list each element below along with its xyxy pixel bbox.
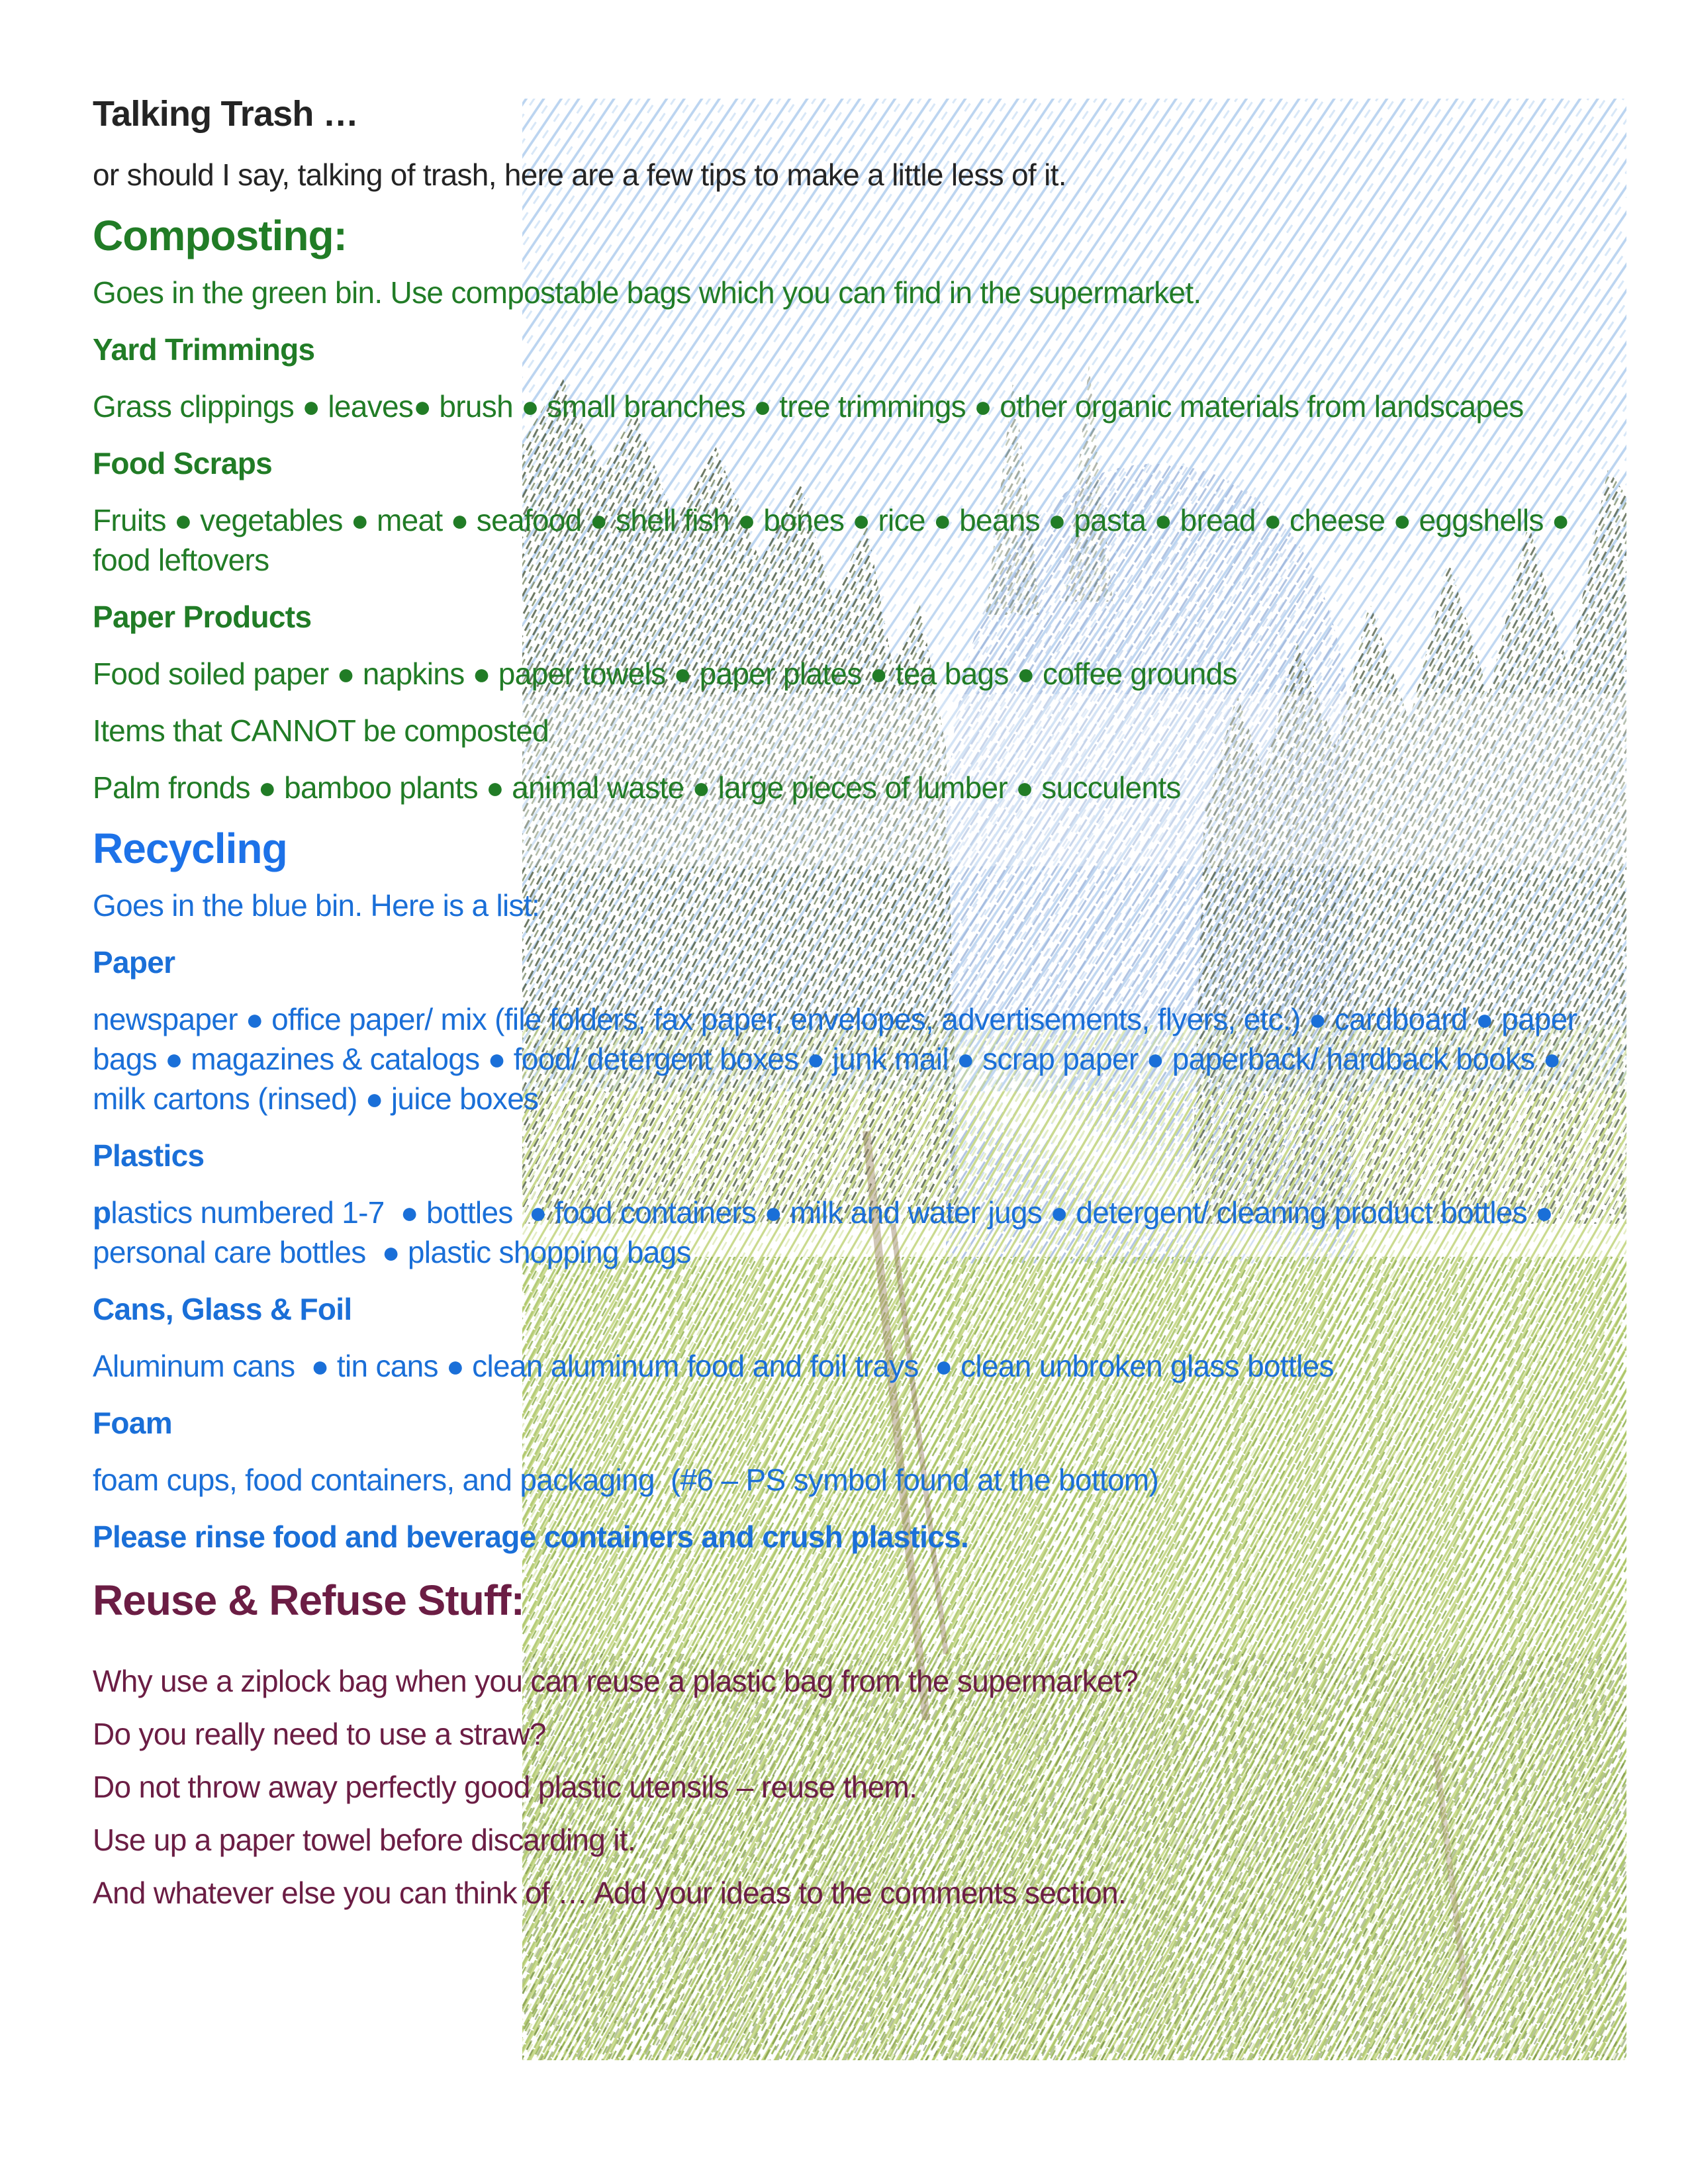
intro-line: or should I say, talking of trash, here are a few tips to make a little less of it.: [93, 158, 1066, 192]
paper-products-items: Food soiled paper ● napkins ● paper towels ● paper plates ● tea bags ● coffee grounds: [93, 657, 1237, 691]
plastics-items-text: lastics numbered 1-7 ● bottles ● food containers ● milk and water jugs ● detergent/ cleaning product bottles ● personal care bottles ● plastic shopping bags: [93, 1195, 1562, 1269]
cans-glass-foil-items: Aluminum cans ● tin cans ● clean aluminum food and foil trays ● clean unbroken glass bottles: [93, 1349, 1334, 1383]
reuse-tip-utensils: Do not throw away perfectly good plastic utensils – reuse them.: [93, 1770, 917, 1804]
paper-items: newspaper ● office paper/ mix (file folders, fax paper, envelopes, advertisements, flyers, etc.) ● cardboard ● paper bags ● magazines & catalogs ● food/ detergent boxes ● junk mail ● scrap paper ● paperback/ hardback books ● milk cartons (rinsed) ● juice boxes: [93, 1002, 1585, 1116]
paper-products-subheading: Paper Products: [93, 600, 312, 634]
food-scraps-items: Fruits ● vegetables ● meat ● seafood ● shell fish ● bones ● rice ● beans ● pasta ● bread ● cheese ● eggshells ● food leftovers: [93, 503, 1577, 577]
reuse-tip-paper-towel: Use up a paper towel before discarding it.: [93, 1823, 635, 1857]
plastics-items: [93, 1193, 1602, 1272]
plastics-subheading: Plastics: [93, 1138, 205, 1173]
foam-subheading: Foam: [93, 1406, 172, 1440]
reuse-tip-straw: Do you really need to use a straw?: [93, 1717, 546, 1751]
composting-lead: Goes in the green bin. Use compostable bags which you can find in the supermarket.: [93, 275, 1201, 310]
recycling-heading: Recycling: [93, 825, 287, 872]
paper-subheading: Paper: [93, 945, 175, 979]
plastics-bold-initial: p: [93, 1195, 111, 1230]
page-title: Talking Trash …: [93, 94, 358, 134]
cans-glass-foil-subheading: Cans, Glass & Foil: [93, 1292, 352, 1326]
foam-items: foam cups, food containers, and packaging (#6 – PS symbol found at the bottom): [93, 1463, 1159, 1497]
reuse-tip-comments: And whatever else you can think of … Add your ideas to the comments section.: [93, 1876, 1126, 1910]
reuse-refuse-heading: Reuse & Refuse Stuff:: [93, 1576, 524, 1624]
food-scraps-subheading: Food Scraps: [93, 446, 273, 480]
cannot-compost-label: Items that CANNOT be composted: [93, 713, 549, 748]
composting-heading: Composting:: [93, 212, 348, 259]
document-body: [93, 91, 1602, 1926]
cannot-compost-items: Palm fronds ● bamboo plants ● animal waste ● large pieces of lumber ● succulents: [93, 770, 1181, 805]
reuse-tip-ziplock: Why use a ziplock bag when you can reuse a plastic bag from the supermarket?: [93, 1664, 1138, 1698]
rinse-note: Please rinse food and beverage containers and crush plastics.: [93, 1520, 969, 1554]
yard-trimmings-items: Grass clippings ● leaves● brush ● small branches ● tree trimmings ● other organic materials from landscapes: [93, 389, 1524, 424]
yard-trimmings-subheading: Yard Trimmings: [93, 332, 315, 367]
recycling-lead: Goes in the blue bin. Here is a list:: [93, 888, 540, 923]
